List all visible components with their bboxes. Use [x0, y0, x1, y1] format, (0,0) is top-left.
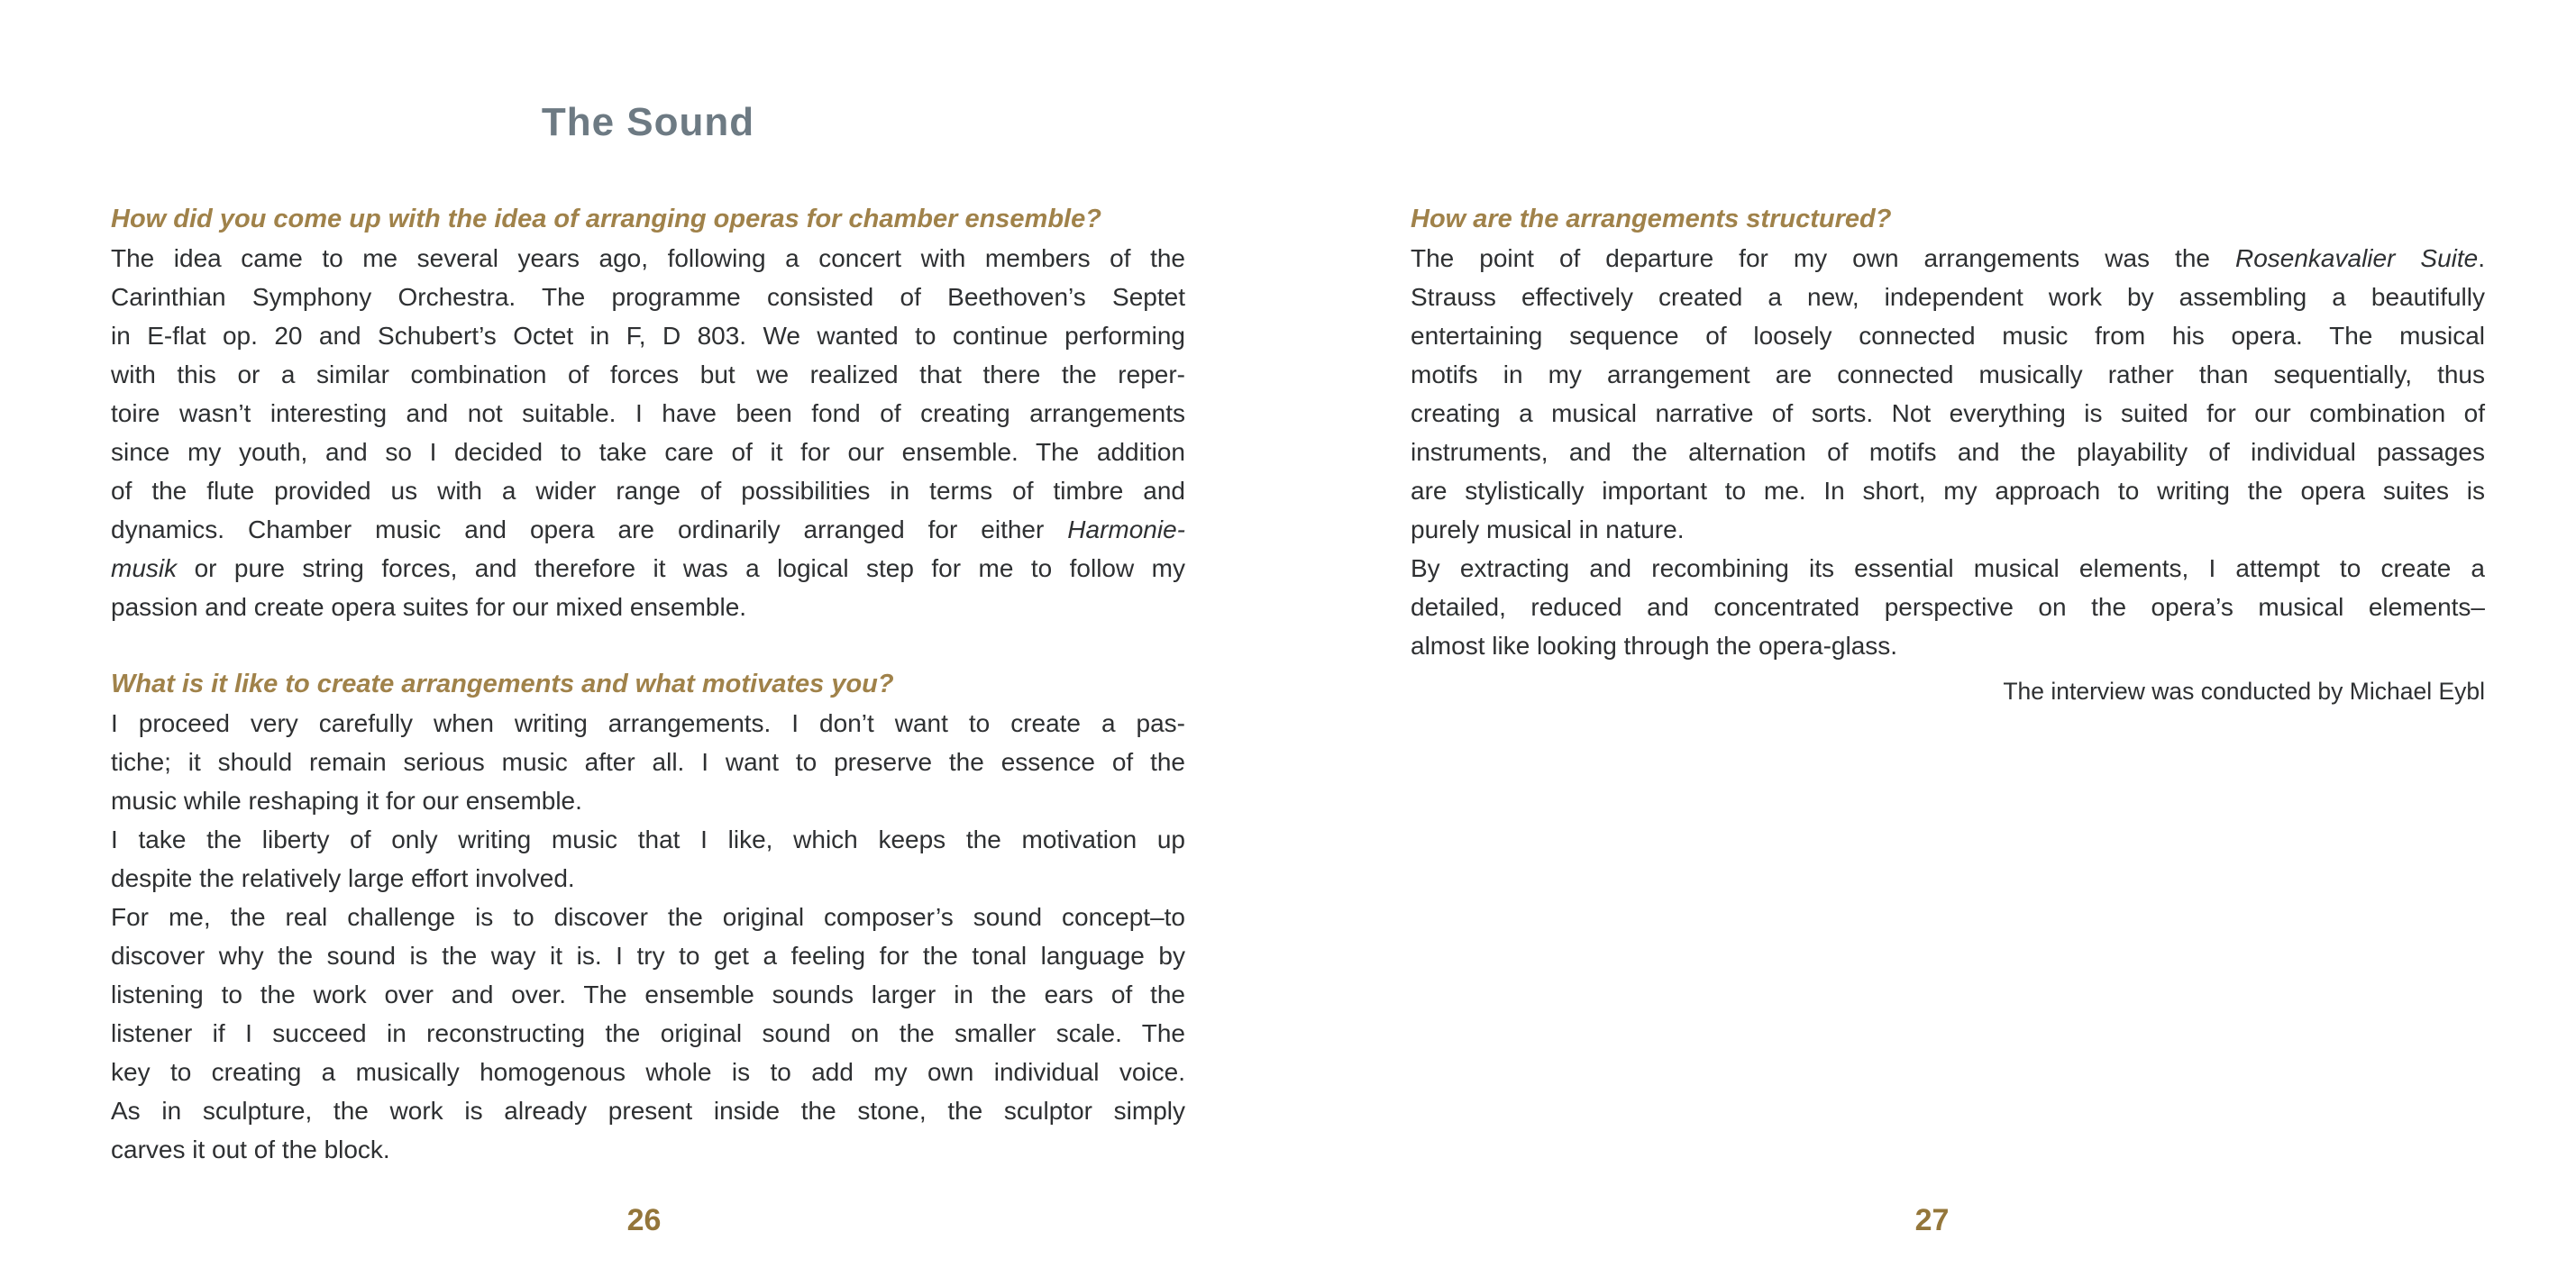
- body-text-line: motifs in my arrangement are connected musically rather than sequentially, thus: [1411, 360, 2485, 388]
- text-segment: dynamics. Chamber music and opera are ordinarily arranged for either: [111, 515, 1068, 543]
- italic-term: Rosenkavalier Suite: [2234, 244, 2479, 272]
- page-number-left: 26: [626, 1203, 662, 1237]
- body-text-line: [111, 510, 1185, 549]
- body-text-line: creating a musical narrative of sorts. Not everything is suited for our combination of: [1411, 399, 2485, 427]
- body-text-line: music while reshaping it for our ensemble.: [111, 787, 582, 815]
- body-text-line: toire wasn’t interesting and not suitable. I have been fond of creating arrangements: [111, 399, 1185, 427]
- body-text-line: I proceed very carefully when writing arrangements. I don’t want to create a pas-: [111, 709, 1185, 737]
- body-text-line: despite the relatively large effort involved.: [111, 864, 575, 892]
- body-text-line: tiche; it should remain serious music after all. I want to preserve the essence of the: [111, 748, 1185, 776]
- text-segment: The point of departure for my own arrangements was the: [1411, 244, 2235, 272]
- interview-credit: The interview was conducted by Michael Eybl: [2003, 678, 2485, 705]
- text-segment: .: [2478, 244, 2486, 272]
- body-text-line: [111, 549, 1185, 588]
- body-text-line: are stylistically important to me. In short, my approach to writing the opera suites is: [1411, 477, 2485, 505]
- body-text-line: As in sculpture, the work is already present inside the stone, the sculptor simply: [111, 1097, 1185, 1125]
- body-text-line: instruments, and the alternation of motifs and the playability of individual passages: [1411, 438, 2485, 466]
- body-text-line: carves it out of the block.: [111, 1136, 390, 1163]
- italic-term: musik: [111, 554, 178, 582]
- text-segment: or pure string forces, and therefore it was a logical step for me to follow my: [177, 554, 1185, 582]
- body-text-line: listener if I succeed in reconstructing the original sound on the smaller scale. The: [111, 1019, 1185, 1047]
- page-number-right: 27: [1914, 1203, 1950, 1237]
- body-text-line: passion and create opera suites for our mixed ensemble.: [111, 593, 747, 621]
- body-text-line: key to creating a musically homogenous whole is to add my own individual voice.: [111, 1058, 1185, 1086]
- body-text-line: Carinthian Symphony Orchestra. The programme consisted of Beethoven’s Septet: [111, 283, 1185, 311]
- text-column-right: [1411, 200, 2485, 665]
- body-text-line: since my youth, and so I decided to take care of it for our ensemble. The addition: [111, 438, 1185, 466]
- body-text-line: By extracting and recombining its essential musical elements, I attempt to create a: [1411, 554, 2485, 582]
- body-text-line: in E-flat op. 20 and Schubert’s Octet in F, D 803. We wanted to continue performing: [111, 322, 1185, 350]
- body-text-line: discover why the sound is the way it is. I try to get a feeling for the tonal language by: [111, 942, 1185, 970]
- italic-term: Harmonie-: [1067, 515, 1185, 543]
- body-text-line: with this or a similar combination of forces but we realized that there the reper-: [111, 360, 1185, 388]
- interview-question: How did you come up with the idea of arranging operas for chamber ensemble?: [111, 205, 1101, 233]
- body-text-line: The idea came to me several years ago, following a concert with members of the: [111, 244, 1185, 272]
- body-text-line: purely musical in nature.: [1411, 515, 1685, 543]
- body-text-line: detailed, reduced and concentrated perspective on the opera’s musical elements–: [1411, 593, 2485, 621]
- body-text-line: For me, the real challenge is to discover the original composer’s sound concept–to: [111, 903, 1185, 931]
- interview-question: What is it like to create arrangements and what motivates you?: [111, 670, 894, 698]
- book-page-right: [1288, 0, 2576, 1277]
- body-text-line: I take the liberty of only writing music that I like, which keeps the motivation up: [111, 825, 1185, 853]
- body-text-line: almost like looking through the opera-glass.: [1411, 632, 1898, 660]
- section-title: The Sound: [541, 100, 755, 144]
- body-text-line: entertaining sequence of loosely connected music from his opera. The musical: [1411, 322, 2485, 350]
- body-text-line: listening to the work over and over. The ensemble sounds larger in the ears of the: [111, 981, 1185, 1008]
- body-text-line: of the flute provided us with a wider range of possibilities in terms of timbre and: [111, 477, 1185, 505]
- body-text-line: Strauss effectively created a new, independent work by assembling a beautifully: [1411, 283, 2485, 311]
- body-text-line: [1411, 239, 2485, 278]
- interview-question: How are the arrangements structured?: [1411, 205, 1892, 233]
- text-column-left: [111, 200, 1185, 1169]
